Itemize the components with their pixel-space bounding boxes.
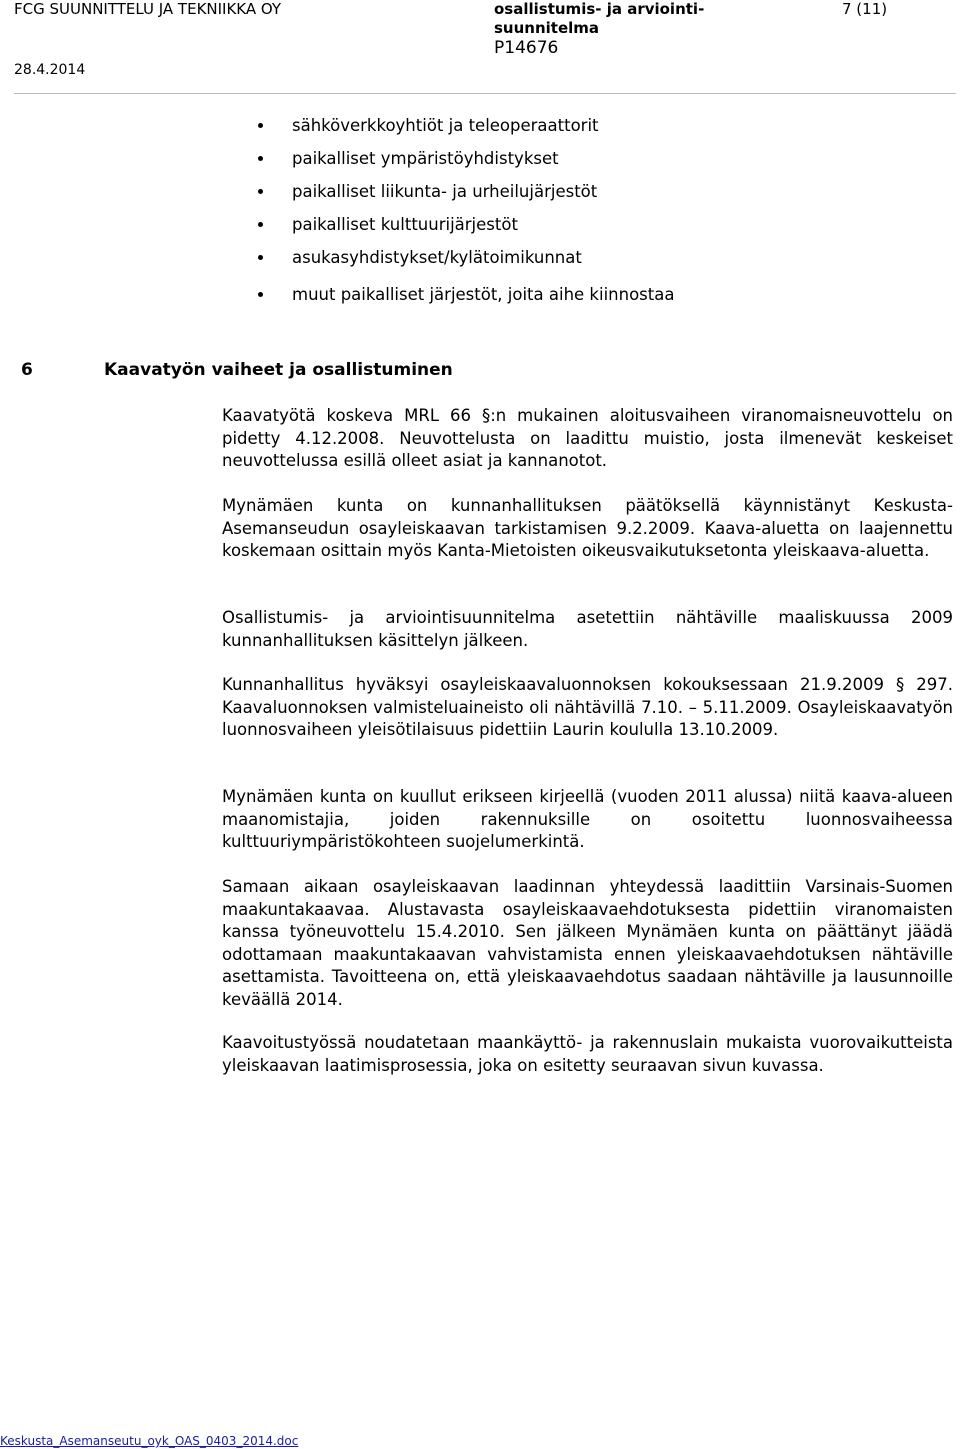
header-date: 28.4.2014 (14, 62, 86, 78)
paragraph-text: Osallistumis- ja arviointisuunnitelma asetettiin nähtäville maaliskuussa 2009 kunnanhallituksen käsittelyn jälkeen. (222, 608, 953, 650)
paragraph-text: Mynämäen kunta on kunnanhallituksen päätöksellä käynnistänyt Keskusta-Asemanseudun osayleiskaavan tarkistamisen 9.2.2009. Kaava-aluetta on laajennettu koskemaan osittain myös Kanta-Mietoisten oikeusvaikutuksetonta yleiskaava-aluetta. (222, 496, 953, 560)
paragraph-text: Samaan aikaan osayleiskaavan laadinnan yhteydessä laadittiin Varsinais-Suomen maakuntakaavaa. Alustavasta osayleiskaavaehdotuksesta pidettiin viranomaisten kanssa työneuvottelu 15.4.2010. Sen jälkeen Mynämäen kunta on päättänyt jäädä odottamaan maakuntakaavan vahvistamista ennen yleiskaavaehdotuksen nähtäville asettamista. Tavoitteena on, että yleiskaavaehdotus saadaan nähtäville ja lausunnoille keväällä 2014. (222, 877, 953, 1009)
bullet-icon (258, 123, 263, 128)
bullet-icon (258, 189, 263, 194)
paragraph (222, 1032, 953, 1077)
paragraph-text: Kaavatyötä koskeva MRL 66 §:n mukainen aloitusvaiheen viranomaisneuvottelu on pidetty 4.12.2008. Neuvottelusta on laadittu muistio, josta ilmenevät keskeiset neuvottelussa esillä olleet asiat ja kannanotot. (222, 406, 953, 470)
bullet-icon (258, 222, 263, 227)
paragraph-text: Kunnanhallitus hyväksyi osayleiskaavaluonnoksen kokouksessaan 21.9.2009 § 297. Kaavaluonnoksen valmisteluaineisto oli nähtävillä 7.10. – 5.11.2009. Osayleiskaavatyön luonnosvaiheen yleisötilaisuus pidettiin Laurin koululla 13.10.2009. (222, 675, 953, 739)
list-item-text: paikalliset ympäristöyhdistykset (292, 149, 559, 168)
footer-filename-link[interactable]: Keskusta_Asemanseutu_oyk_OAS_0403_2014.doc (0, 1434, 299, 1448)
paragraph-text: Mynämäen kunta on kuullut erikseen kirjeellä (vuoden 2011 alussa) niitä kaava-alueen maanomistajia, joiden rakennuksille on osoitettu luonnosvaiheessa kulttuuriympäristökohteen suojelumerkintä. (222, 787, 953, 851)
list-item (258, 148, 674, 181)
list-item (258, 214, 674, 247)
bullet-icon (258, 156, 263, 161)
header-project-number: P14676 (494, 38, 559, 58)
list-item (258, 115, 674, 148)
list-item (258, 181, 674, 214)
list-item-text: paikalliset kulttuurijärjestöt (292, 215, 518, 234)
paragraph-text: Kaavoitustyössä noudatetaan maankäyttö- ja rakennuslain mukaista vuorovaikutteista yleiskaavan laatimisprosessia, joka on esitetty seuraavan sivun kuvassa. (222, 1033, 953, 1075)
bullet-icon (258, 255, 263, 260)
paragraph (222, 495, 953, 563)
section-number: 6 (21, 360, 33, 380)
paragraph (222, 607, 953, 652)
paragraph (222, 786, 953, 854)
list-item-text: paikalliset liikunta- ja urheilujärjestöt (292, 182, 598, 201)
stakeholder-list (258, 115, 674, 317)
list-item (258, 247, 674, 284)
list-item-text: muut paikalliset järjestöt, joita aihe kiinnostaa (292, 285, 675, 304)
paragraph (222, 876, 953, 1011)
paragraph (222, 405, 953, 473)
header-document-title: osallistumis- ja arviointi-suunnitelma (494, 0, 705, 37)
paragraph (222, 674, 953, 742)
section-heading: Kaavatyön vaiheet ja osallistuminen (104, 360, 453, 380)
bullet-icon (258, 292, 263, 297)
header-page-number: 7 (11) (842, 0, 888, 18)
list-item-text: sähköverkkoyhtiöt ja teleoperaattorit (292, 116, 599, 135)
header-organization: FCG SUUNNITTELU JA TEKNIIKKA OY (14, 0, 282, 18)
list-item (258, 284, 674, 317)
list-item-text: asukasyhdistykset/kylätoimikunnat (292, 248, 582, 267)
header-divider (14, 93, 956, 94)
